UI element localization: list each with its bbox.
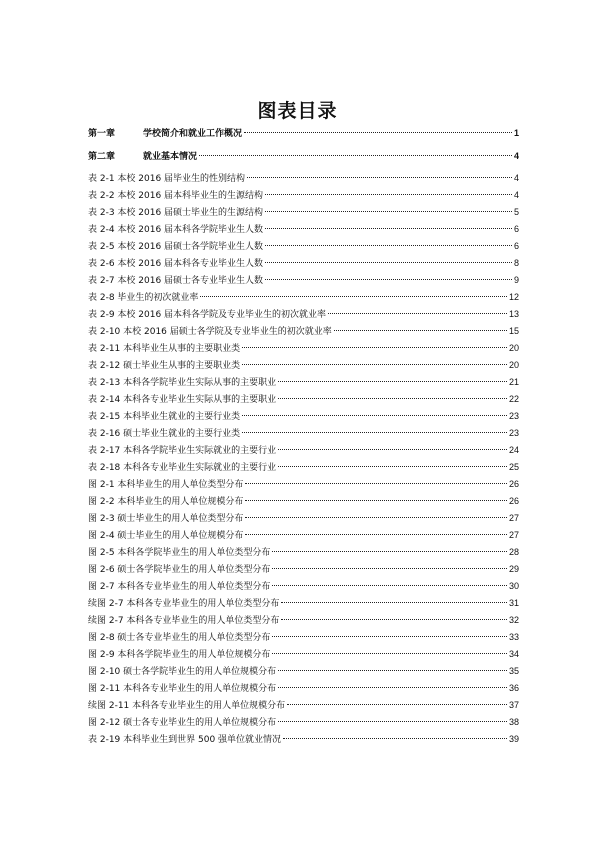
toc-page-number: 27 xyxy=(508,530,519,540)
toc-page-number: 23 xyxy=(508,411,519,421)
toc-entry-label: 图 2-9 本科各学院毕业生的用人单位规模分布 xyxy=(88,650,271,660)
toc-chapter-entry[interactable] xyxy=(88,147,519,170)
toc-entry[interactable] xyxy=(88,340,519,357)
toc-page-number: 12 xyxy=(508,292,519,302)
toc-entry-label: 表 2-18 本科各专业毕业生实际就业的主要行业 xyxy=(88,463,277,473)
toc-entry[interactable] xyxy=(88,595,519,612)
toc-entry-label: 图 2-7 本科各专业毕业生的用人单位类型分布 xyxy=(88,582,271,592)
toc-entry-label: 表 2-13 本科各学院毕业生实际从事的主要职业 xyxy=(88,378,277,388)
toc-entry-label: 图 2-3 硕士毕业生的用人单位类型分布 xyxy=(88,514,244,524)
toc-page-number: 26 xyxy=(508,479,519,489)
dot-leader xyxy=(242,432,507,433)
toc-entry[interactable] xyxy=(88,646,519,663)
dot-leader xyxy=(278,687,507,688)
toc-page-number: 23 xyxy=(508,428,519,438)
dot-leader xyxy=(272,551,507,552)
dot-leader xyxy=(247,177,512,178)
toc-entry[interactable] xyxy=(88,221,519,238)
toc-page-number: 39 xyxy=(508,734,519,744)
dot-leader xyxy=(200,296,507,297)
dot-leader xyxy=(283,738,507,739)
dot-leader xyxy=(272,568,507,569)
toc-page-number: 32 xyxy=(508,615,519,625)
toc-entry[interactable] xyxy=(88,612,519,629)
dot-leader xyxy=(287,704,507,705)
toc-entry-label: 表 2-10 本校 2016 届硕士各学院及专业毕业生的初次就业率 xyxy=(88,327,332,337)
toc-entry[interactable] xyxy=(88,663,519,680)
dot-leader xyxy=(328,313,507,314)
dot-leader xyxy=(242,364,507,365)
toc-page-number: 5 xyxy=(513,207,519,217)
toc-entry[interactable] xyxy=(88,697,519,714)
toc-entry[interactable] xyxy=(88,170,519,187)
toc-entry-label: 表 2-14 本科各专业毕业生实际从事的主要职业 xyxy=(88,395,277,405)
toc-entry[interactable] xyxy=(88,442,519,459)
toc-chapter-title: 就业基本情况 xyxy=(143,152,198,162)
dot-leader xyxy=(334,330,507,331)
toc-chapter-number: 第二章 xyxy=(88,152,116,162)
toc-entry-label: 续图 2-11 本科各专业毕业生的用人单位规模分布 xyxy=(88,701,286,711)
toc-entry-label: 表 2-6 本校 2016 届本科各专业毕业生人数 xyxy=(88,259,264,269)
toc-entry[interactable] xyxy=(88,187,519,204)
toc-page-number: 13 xyxy=(508,309,519,319)
toc-entry[interactable] xyxy=(88,629,519,646)
toc-entry-label: 图 2-2 本科毕业生的用人单位规模分布 xyxy=(88,497,244,507)
toc-entry-label: 表 2-17 本科各学院毕业生实际就业的主要行业 xyxy=(88,446,277,456)
toc-entry[interactable] xyxy=(88,306,519,323)
dot-leader xyxy=(272,653,507,654)
toc-entry-label xyxy=(88,125,242,143)
toc-entry-label: 表 2-9 本校 2016 届本科各学院及专业毕业生的初次就业率 xyxy=(88,310,327,320)
toc-chapter-title: 学校简介和就业工作概况 xyxy=(143,129,243,139)
toc-entry-label: 续图 2-7 本科各专业毕业生的用人单位类型分布 xyxy=(88,616,280,626)
dot-leader xyxy=(278,398,507,399)
toc-page-number: 28 xyxy=(508,547,519,557)
toc-page-number: 4 xyxy=(513,151,519,161)
dot-leader xyxy=(245,500,507,501)
dot-leader xyxy=(272,585,507,586)
dot-leader xyxy=(242,347,507,348)
toc-entry-label xyxy=(88,148,197,166)
toc-page-number: 24 xyxy=(508,445,519,455)
toc-entry-label: 图 2-4 硕士毕业生的用人单位规模分布 xyxy=(88,531,244,541)
toc-entry-label: 表 2-11 本科毕业生从事的主要职业类 xyxy=(88,344,241,354)
dot-leader xyxy=(281,602,507,603)
toc-page-number: 8 xyxy=(513,258,519,268)
table-of-contents xyxy=(88,124,519,748)
toc-page-number: 34 xyxy=(508,649,519,659)
toc-chapter-number: 第一章 xyxy=(88,129,116,139)
toc-page-number: 21 xyxy=(508,377,519,387)
toc-entry[interactable] xyxy=(88,272,519,289)
toc-entry-label: 表 2-1 本校 2016 届毕业生的性别结构 xyxy=(88,174,246,184)
toc-page-number: 15 xyxy=(508,326,519,336)
dot-leader xyxy=(265,262,512,263)
toc-entry-label: 图 2-10 硕士各学院毕业生的用人单位规模分布 xyxy=(88,667,277,677)
toc-entry[interactable] xyxy=(88,289,519,306)
toc-page-number: 26 xyxy=(508,496,519,506)
toc-page-number: 35 xyxy=(508,666,519,676)
toc-entry[interactable] xyxy=(88,204,519,221)
toc-page-number: 6 xyxy=(513,224,519,234)
dot-leader xyxy=(278,670,507,671)
dot-leader xyxy=(265,194,512,195)
toc-entry-label: 续图 2-7 本科各专业毕业生的用人单位类型分布 xyxy=(88,599,280,609)
toc-chapter-entry[interactable] xyxy=(88,124,519,147)
toc-entry[interactable] xyxy=(88,561,519,578)
dot-leader xyxy=(278,466,507,467)
toc-entry-label: 表 2-4 本校 2016 届本科各学院毕业生人数 xyxy=(88,225,264,235)
toc-entry-label: 表 2-2 本校 2016 届本科毕业生的生源结构 xyxy=(88,191,264,201)
toc-page-number: 22 xyxy=(508,394,519,404)
toc-page-number: 33 xyxy=(508,632,519,642)
toc-entry-label: 表 2-15 本科毕业生就业的主要行业类 xyxy=(88,412,241,422)
dot-leader xyxy=(265,228,512,229)
toc-page-number: 6 xyxy=(513,241,519,251)
toc-entry[interactable] xyxy=(88,527,519,544)
toc-entry[interactable] xyxy=(88,238,519,255)
toc-entry[interactable] xyxy=(88,714,519,731)
dot-leader xyxy=(265,245,512,246)
toc-page-number: 27 xyxy=(508,513,519,523)
toc-entry[interactable] xyxy=(88,408,519,425)
dot-leader xyxy=(278,449,507,450)
toc-entry[interactable] xyxy=(88,578,519,595)
toc-page-number: 20 xyxy=(508,360,519,370)
toc-page-number: 37 xyxy=(508,700,519,710)
toc-entry[interactable] xyxy=(88,544,519,561)
page-title: 图表目录 xyxy=(257,100,338,122)
dot-leader xyxy=(199,155,512,156)
toc-entry-label: 表 2-5 本校 2016 届硕士各学院毕业生人数 xyxy=(88,242,264,252)
dot-leader xyxy=(265,279,512,280)
dot-leader xyxy=(245,483,507,484)
dot-leader xyxy=(242,415,507,416)
toc-entry-label: 图 2-8 硕士各专业毕业生的用人单位类型分布 xyxy=(88,633,271,643)
toc-page-number: 9 xyxy=(513,275,519,285)
dot-leader xyxy=(278,721,507,722)
toc-page-number: 4 xyxy=(513,173,519,183)
toc-page-number: 1 xyxy=(513,128,519,138)
toc-entry-label: 图 2-1 本科毕业生的用人单位类型分布 xyxy=(88,480,244,490)
toc-page-number: 30 xyxy=(508,581,519,591)
toc-entry[interactable] xyxy=(88,510,519,527)
toc-page-number: 31 xyxy=(508,598,519,608)
toc-entry[interactable] xyxy=(88,323,519,340)
toc-entry[interactable] xyxy=(88,374,519,391)
dot-leader xyxy=(281,619,507,620)
toc-entry[interactable] xyxy=(88,357,519,374)
toc-page-number: 36 xyxy=(508,683,519,693)
dot-leader xyxy=(265,211,512,212)
toc-entry-label: 表 2-19 本科毕业生到世界 500 强单位就业情况 xyxy=(88,735,282,745)
toc-entry-label: 表 2-16 硕士毕业生就业的主要行业类 xyxy=(88,429,241,439)
toc-page-number: 38 xyxy=(508,717,519,727)
toc-entry-label: 表 2-12 硕士毕业生从事的主要职业类 xyxy=(88,361,241,371)
toc-entry-label: 图 2-5 本科各学院毕业生的用人单位类型分布 xyxy=(88,548,271,558)
toc-entry-label: 图 2-6 硕士各学院毕业生的用人单位类型分布 xyxy=(88,565,271,575)
toc-entry[interactable] xyxy=(88,425,519,442)
dot-leader xyxy=(245,534,507,535)
toc-page-number: 4 xyxy=(513,190,519,200)
dot-leader xyxy=(278,381,507,382)
toc-page-number: 20 xyxy=(508,343,519,353)
toc-entry-label: 表 2-3 本校 2016 届硕士毕业生的生源结构 xyxy=(88,208,264,218)
toc-entry[interactable] xyxy=(88,459,519,476)
toc-entry[interactable] xyxy=(88,493,519,510)
dot-leader xyxy=(272,636,507,637)
toc-entry[interactable] xyxy=(88,476,519,493)
toc-entry[interactable] xyxy=(88,680,519,697)
toc-entry-label: 图 2-11 本科各专业毕业生的用人单位规模分布 xyxy=(88,684,277,694)
toc-entry-label: 表 2-8 毕业生的初次就业率 xyxy=(88,293,199,303)
toc-entry-label: 表 2-7 本校 2016 届硕士各专业毕业生人数 xyxy=(88,276,264,286)
dot-leader xyxy=(244,132,512,133)
toc-entry[interactable] xyxy=(88,731,519,748)
dot-leader xyxy=(245,517,507,518)
toc-entry[interactable] xyxy=(88,391,519,408)
toc-entry-label: 图 2-12 硕士各专业毕业生的用人单位规模分布 xyxy=(88,718,277,728)
toc-entry[interactable] xyxy=(88,255,519,272)
toc-page-number: 25 xyxy=(508,462,519,472)
toc-page-number: 29 xyxy=(508,564,519,574)
